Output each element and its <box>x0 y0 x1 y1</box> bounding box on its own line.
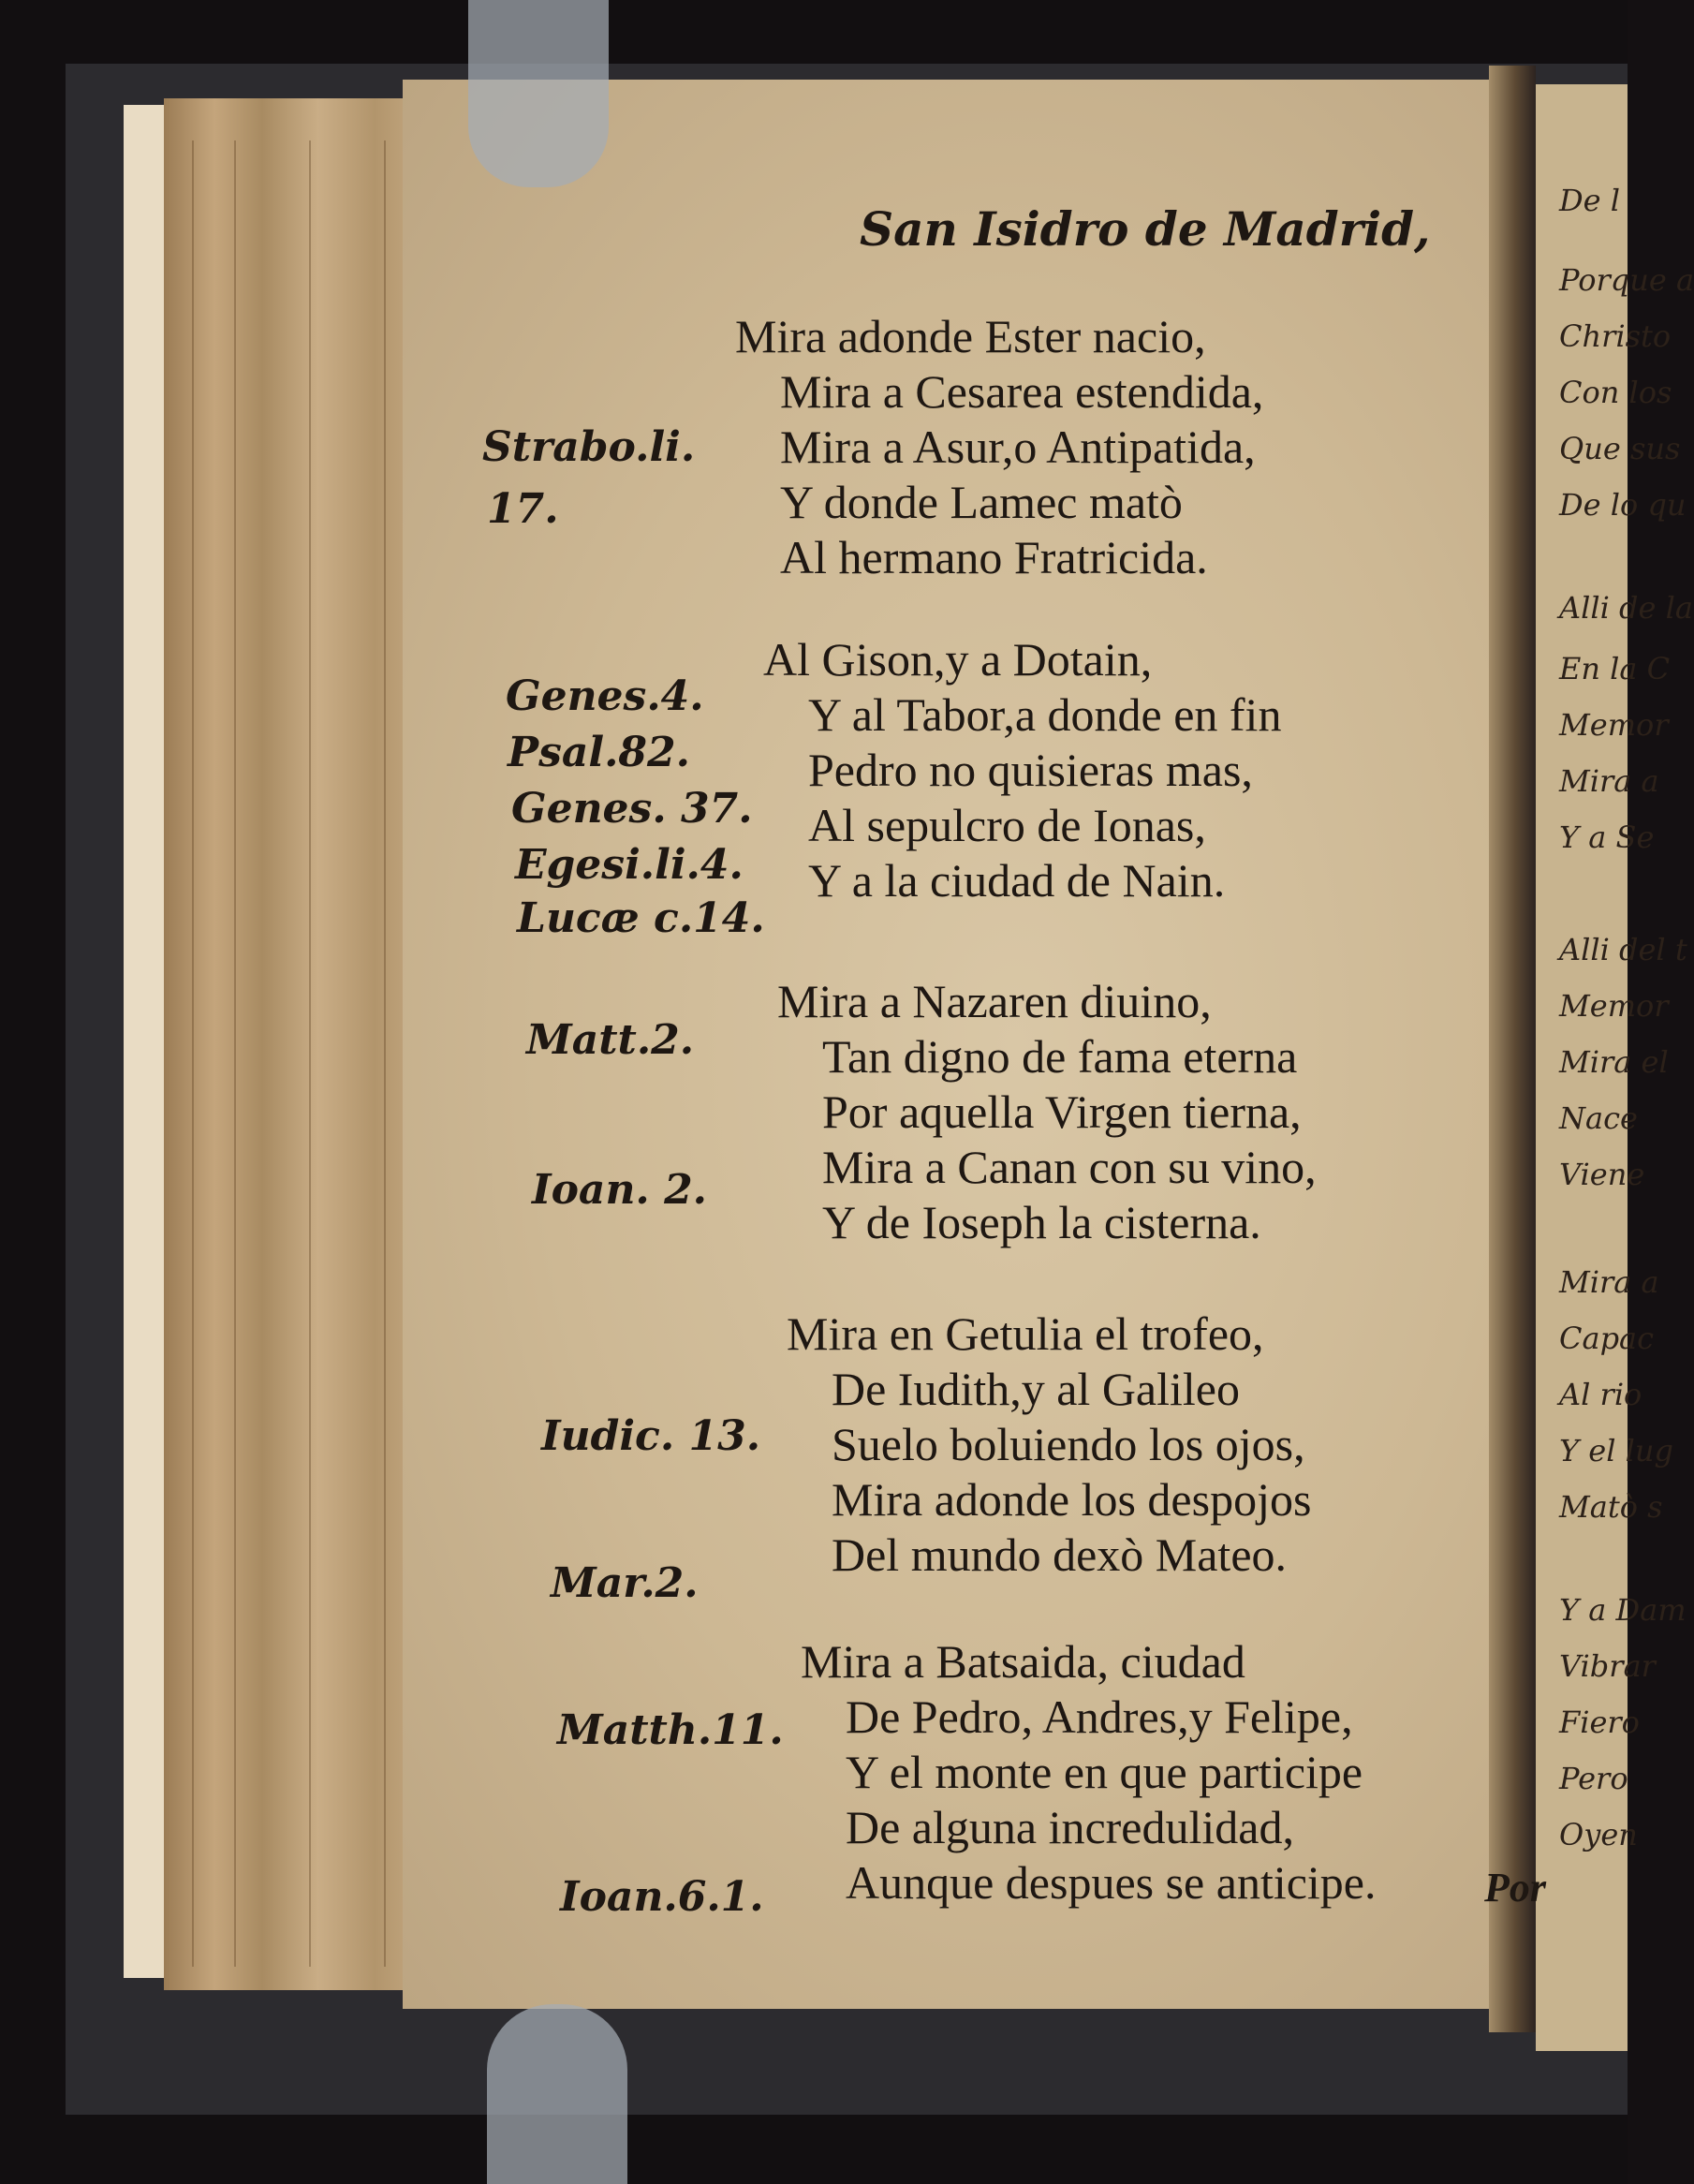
facing-page-fragment: Christo <box>1559 318 1672 354</box>
facing-page-fragment: De lo qu <box>1559 487 1687 523</box>
facing-page-fragment: Capac <box>1559 1321 1655 1356</box>
book-strap-top <box>468 0 609 187</box>
verse-line: Y el monte en que participe <box>846 1746 1363 1798</box>
page-edge-line <box>384 140 386 1967</box>
facing-page-fragment: Y a Dam <box>1559 1592 1687 1628</box>
verse-line: Mira a Canan con su vino, <box>822 1141 1317 1193</box>
verse-line: Y a la ciudad de Nain. <box>808 854 1226 907</box>
verse-line: Aunque despues se anticipe. <box>846 1856 1377 1909</box>
verse-line: Y al Tabor,a donde en fin <box>808 688 1282 741</box>
verse-line: Pedro no quisieras mas, <box>808 744 1253 796</box>
margin-note: 17. <box>487 485 559 533</box>
verse-line: Y donde Lamec matò <box>780 476 1183 528</box>
margin-note: Egesi.li.4. <box>515 841 744 889</box>
verse-line: Del mundo dexò Mateo. <box>832 1528 1288 1581</box>
margin-note: Iudic. 13. <box>541 1412 761 1460</box>
facing-page-fragment: Matò s <box>1559 1489 1663 1525</box>
stanza <box>787 1306 1311 1583</box>
page-edge-line <box>234 140 236 1967</box>
stanza <box>801 1634 1377 1911</box>
verse-line: Mira a Cesarea estendida, <box>780 365 1264 418</box>
facing-page-fragment: Memor <box>1559 707 1669 743</box>
margin-note: Matth.11. <box>557 1706 784 1754</box>
facing-page-fragment: Al rio <box>1559 1377 1642 1412</box>
verse-line: Mira en Getulia el trofeo, <box>787 1307 1264 1360</box>
margin-note: Ioan.6.1. <box>560 1873 764 1921</box>
facing-page-fragment: En la C <box>1559 651 1671 686</box>
stanza <box>777 974 1317 1250</box>
facing-page-fragment: Fiero <box>1559 1704 1640 1740</box>
facing-page-fragment: Memor <box>1559 988 1669 1024</box>
verse-line: Mira a Nazaren diuino, <box>777 975 1212 1027</box>
facing-page-fragment: Vibrar <box>1559 1648 1656 1684</box>
facing-page-fragment: Nace <box>1559 1100 1638 1136</box>
verse-line: Mira adonde los despojos <box>832 1473 1312 1526</box>
facing-page-fragment: Con los <box>1559 375 1672 410</box>
stanza <box>735 309 1263 585</box>
verse-line: Mira adonde Ester nacio, <box>735 310 1206 362</box>
facing-page-fragment: Porque a <box>1559 262 1694 298</box>
facing-page-fragment: Alli de la <box>1559 590 1693 626</box>
facing-page-fragment: Viene <box>1559 1157 1645 1192</box>
margin-note: Psal.82. <box>508 729 690 776</box>
verse-line: Suelo boluiendo los ojos, <box>832 1418 1305 1470</box>
facing-page-fragment: Y a Se <box>1559 819 1655 855</box>
verse-line: Al sepulcro de Ionas, <box>808 799 1206 851</box>
verse-line: De Pedro, Andres,y Felipe, <box>846 1690 1353 1743</box>
facing-page-fragment: De l <box>1559 183 1620 218</box>
book-strap-bottom <box>487 2004 627 2184</box>
stanza <box>763 632 1281 908</box>
verse-line: Al hermano Fratricida. <box>780 531 1208 583</box>
facing-page-fragment: Mira el <box>1559 1044 1669 1080</box>
facing-page-fragment: Y el lug <box>1559 1433 1673 1468</box>
verse-line: Mira a Batsaida, ciudad <box>801 1635 1245 1688</box>
verse-line: Al Gison,y a Dotain, <box>763 633 1153 686</box>
margin-note: Lucæ c.14. <box>517 894 765 942</box>
facing-page-fragment: Que sus <box>1559 431 1681 466</box>
verse-line: Mira a Asur,o Antipatida, <box>780 421 1256 473</box>
verse-line: Y de Ioseph la cisterna. <box>822 1196 1261 1248</box>
facing-page-fragment: Oyen <box>1559 1817 1638 1852</box>
facing-page-fragment: Pero <box>1559 1761 1628 1796</box>
verse-line: De Iudith,y al Galileo <box>832 1363 1240 1415</box>
margin-note: Mar.2. <box>551 1559 699 1607</box>
verse-line: De alguna incredulidad, <box>846 1801 1294 1853</box>
running-head: San Isidro de Madrid, <box>860 201 1431 257</box>
page-edge-line <box>309 140 311 1967</box>
gutter <box>1489 66 1536 2032</box>
margin-note: Strabo.li. <box>482 423 696 471</box>
margin-note: Genes.4. <box>506 672 704 720</box>
facing-page-fragment: Alli del t <box>1559 932 1687 967</box>
margin-note: Ioan. 2. <box>532 1166 707 1214</box>
facing-page-fragment: Mira a <box>1559 1264 1659 1300</box>
page-edge-line <box>192 140 194 1967</box>
catchword: Por <box>1484 1865 1546 1911</box>
verse-line: Tan digno de fama eterna <box>822 1030 1298 1083</box>
verse-line: Por aquella Virgen tierna, <box>822 1085 1302 1138</box>
margin-note: Genes. 37. <box>511 785 753 833</box>
facing-page-fragment: Mira a <box>1559 763 1659 799</box>
margin-note: Matt.2. <box>526 1016 695 1064</box>
